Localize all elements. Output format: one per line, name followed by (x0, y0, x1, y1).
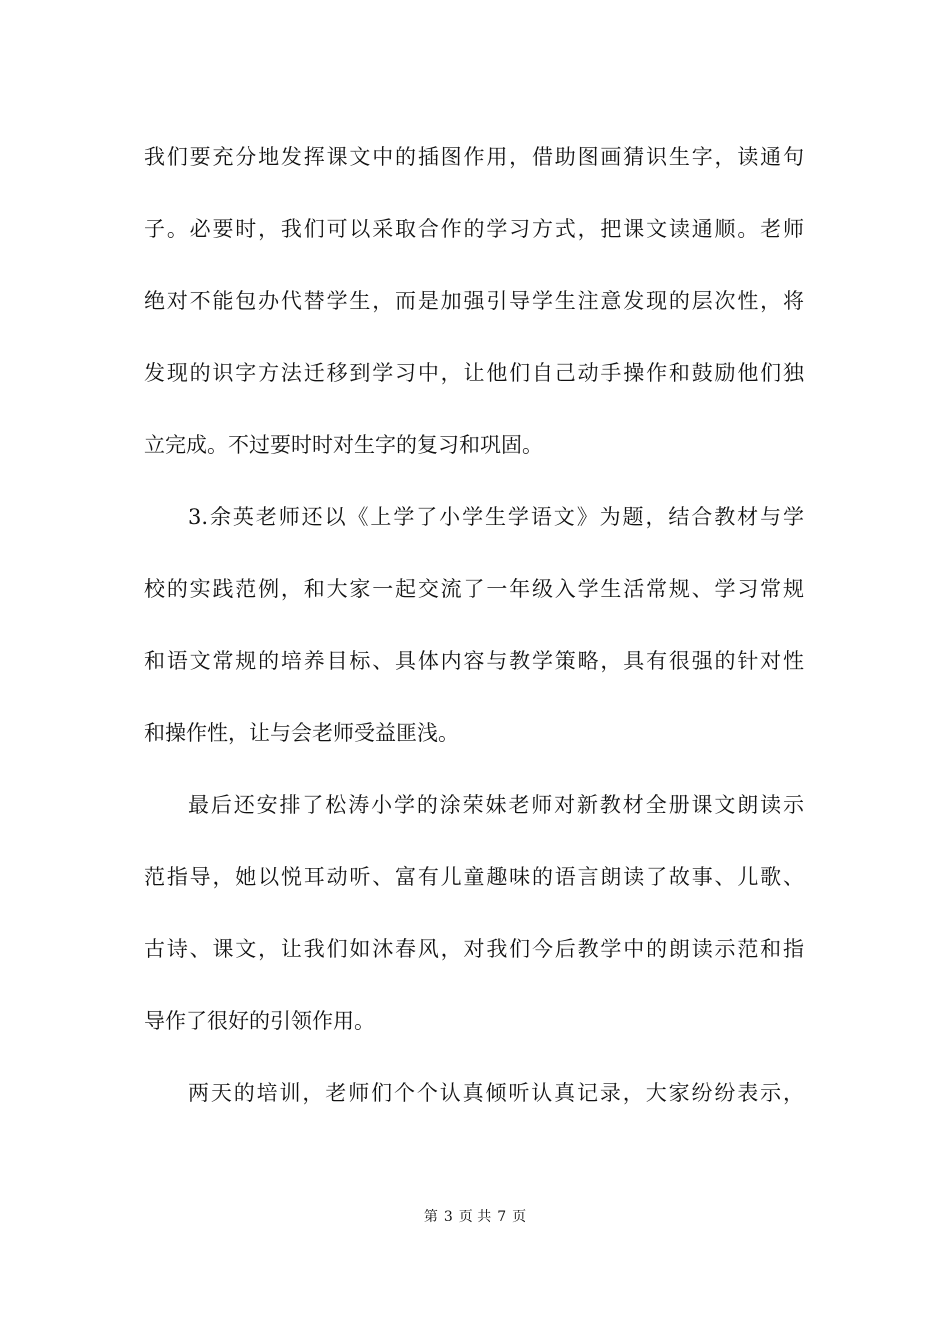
footer-suffix: 页 (512, 1209, 527, 1225)
paragraph-line: 最后还安排了松涛小学的涂荣妹老师对新教材全册课文朗读示 (188, 793, 804, 817)
paragraph-line: 和语文常规的培养目标、具体内容与教学策略，具有很强的针对性 (144, 649, 804, 673)
paragraph-line: 范指导，她以悦耳动听、富有儿童趣味的语言朗读了故事、儿歌、 (144, 865, 804, 889)
footer-prefix: 第 (423, 1209, 438, 1225)
paragraph-line: 和操作性，让与会老师受益匪浅。 (144, 721, 459, 745)
footer-total-pages: 7 (497, 1209, 507, 1225)
paragraph-line: 子。必要时，我们可以采取合作的学习方式，把课文读通顺。老师 (144, 217, 804, 241)
paragraph-line: 我们要充分地发挥课文中的插图作用，借助图画猜识生字，读通句 (144, 145, 804, 169)
footer-current-page: 3 (443, 1209, 453, 1225)
paragraph-line: 立完成。不过要时时对生字的复习和巩固。 (144, 433, 543, 457)
paragraph-line: 3.余英老师还以《上学了小学生学语文》为题，结合教材与学 (188, 505, 804, 529)
page-footer (0, 1207, 950, 1227)
paragraph-line: 绝对不能包办代替学生，而是加强引导学生注意发现的层次性，将 (144, 289, 804, 313)
paragraph-line: 导作了很好的引领作用。 (144, 1009, 375, 1033)
paragraph-line: 发现的识字方法迁移到学习中，让他们自己动手操作和鼓励他们独 (144, 361, 804, 385)
paragraph-line: 两天的培训，老师们个个认真倾听认真记录，大家纷纷表示， (188, 1081, 804, 1105)
footer-middle: 页 共 (458, 1209, 492, 1225)
paragraph-line: 古诗、课文，让我们如沐春风，对我们今后教学中的朗读示范和指 (144, 937, 804, 961)
paragraph-line: 校的实践范例，和大家一起交流了一年级入学生活常规、学习常规 (144, 577, 804, 601)
